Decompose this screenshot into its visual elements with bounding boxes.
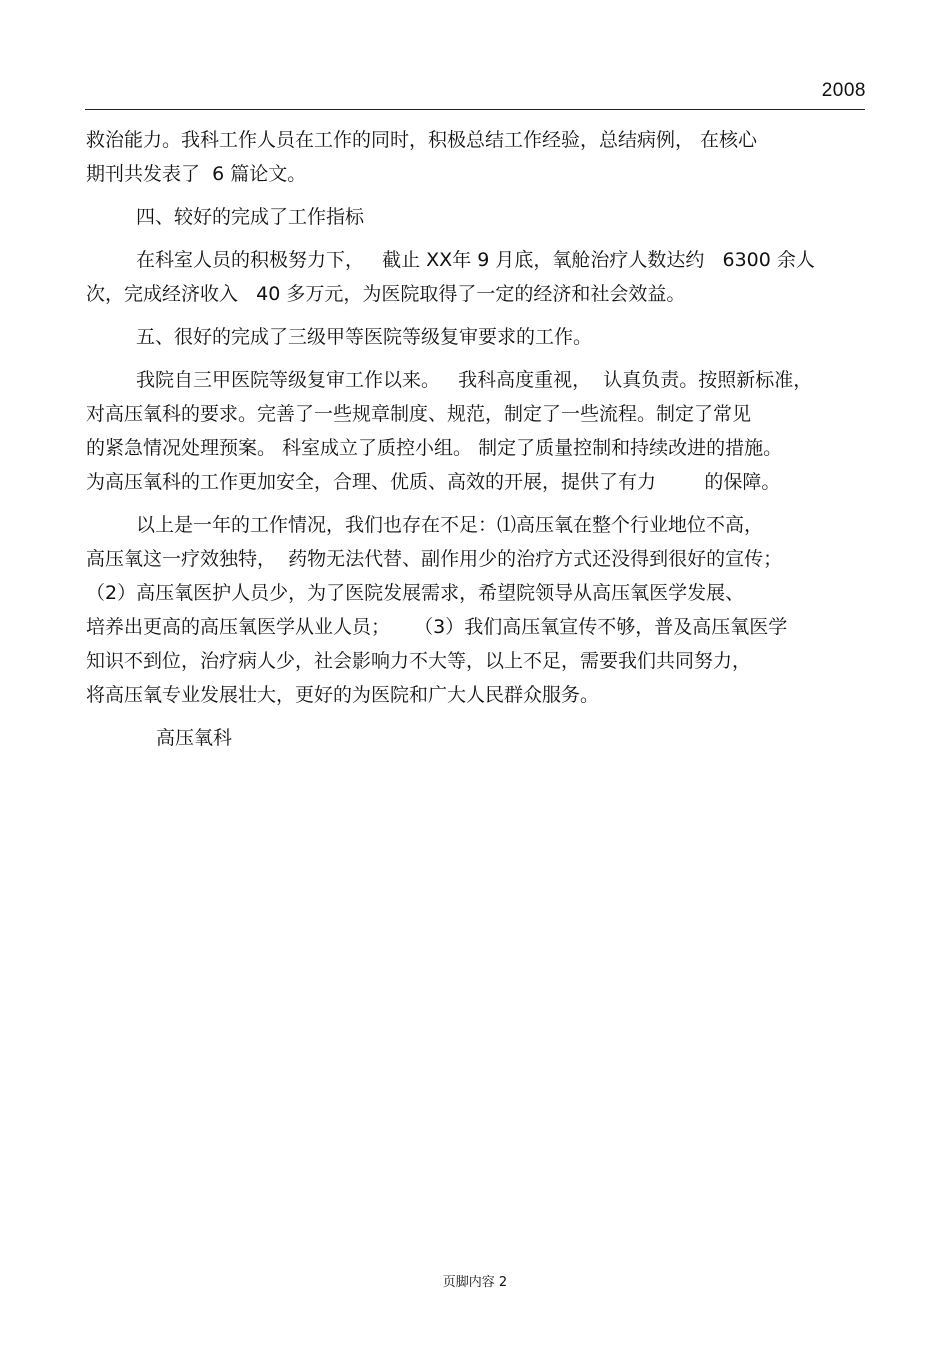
text-line: 我院自三甲医院等级复审工作以来。 我科高度重视， 认真负责。按照新标准，: [136, 369, 813, 391]
text-line: 高压氧这一疗效独特， 药物无法代替、副作用少的治疗方式还没得到很好的宣传；: [86, 548, 783, 570]
paragraph-review-work: [86, 363, 866, 499]
section-heading-4: [86, 200, 866, 234]
header-year: 2008: [821, 80, 866, 101]
page-footer: 页脚内容 2: [442, 1275, 508, 1290]
section-heading-5: [86, 320, 866, 354]
text-line: 救治能力。我科工作人员在工作的同时，积极总结工作经验，总结病例， 在核心: [86, 129, 758, 151]
text-line: 为高压氧科的工作更加安全，合理、优质、高效的开展，提供了有力 的保障。: [86, 471, 781, 493]
text-line: 知识不到位，治疗病人少，社会影响力不大等，以上不足，需要我们共同努力，: [86, 650, 752, 672]
paragraph-continuation: [86, 123, 866, 191]
paragraph-shortcomings: [86, 508, 866, 712]
heading-line: 五、很好的完成了三级甲等医院等级复审要求的工作。: [136, 326, 593, 348]
text-line: 期刊共发表了 6 篇论文。: [86, 163, 307, 185]
text-line: 培养出更高的高压氧医学从业人员； （3）我们高压氧宣传不够，普及高压氧医学: [86, 616, 788, 638]
text-line: 将高压氧专业发展壮大，更好的为医院和广大人民群众服务。: [86, 684, 600, 706]
signature-line: 高压氧科: [156, 727, 233, 749]
header-divider: [85, 109, 865, 110]
text-line: 以上是一年的工作情况，我们也存在不足：⑴高压氧在整个行业地位不高，: [136, 514, 764, 536]
text-line: （2）高压氧医护人员少，为了医院发展需求，希望院领导从高压氧医学发展、: [86, 582, 745, 604]
text-line: 次，完成经济收入 40 多万元，为医院取得了一定的经济和社会效益。: [86, 283, 686, 305]
paragraph-indicators: [86, 243, 866, 311]
text-line: 对高压氧科的要求。完善了一些规章制度、规范，制定了一些流程。制定了常见: [86, 403, 752, 425]
text-line: 在科室人员的积极努力下， 截止 XX年 9 月底，氧舱治疗人数达约 6300 余人: [136, 249, 815, 271]
signature: [86, 721, 866, 755]
heading-line: 四、较好的完成了工作指标: [136, 206, 365, 228]
text-line: 的紧急情况处理预案。 科室成立了质控小组。 制定了质量控制和持续改进的措施。: [86, 437, 783, 459]
document-body: [86, 123, 866, 755]
